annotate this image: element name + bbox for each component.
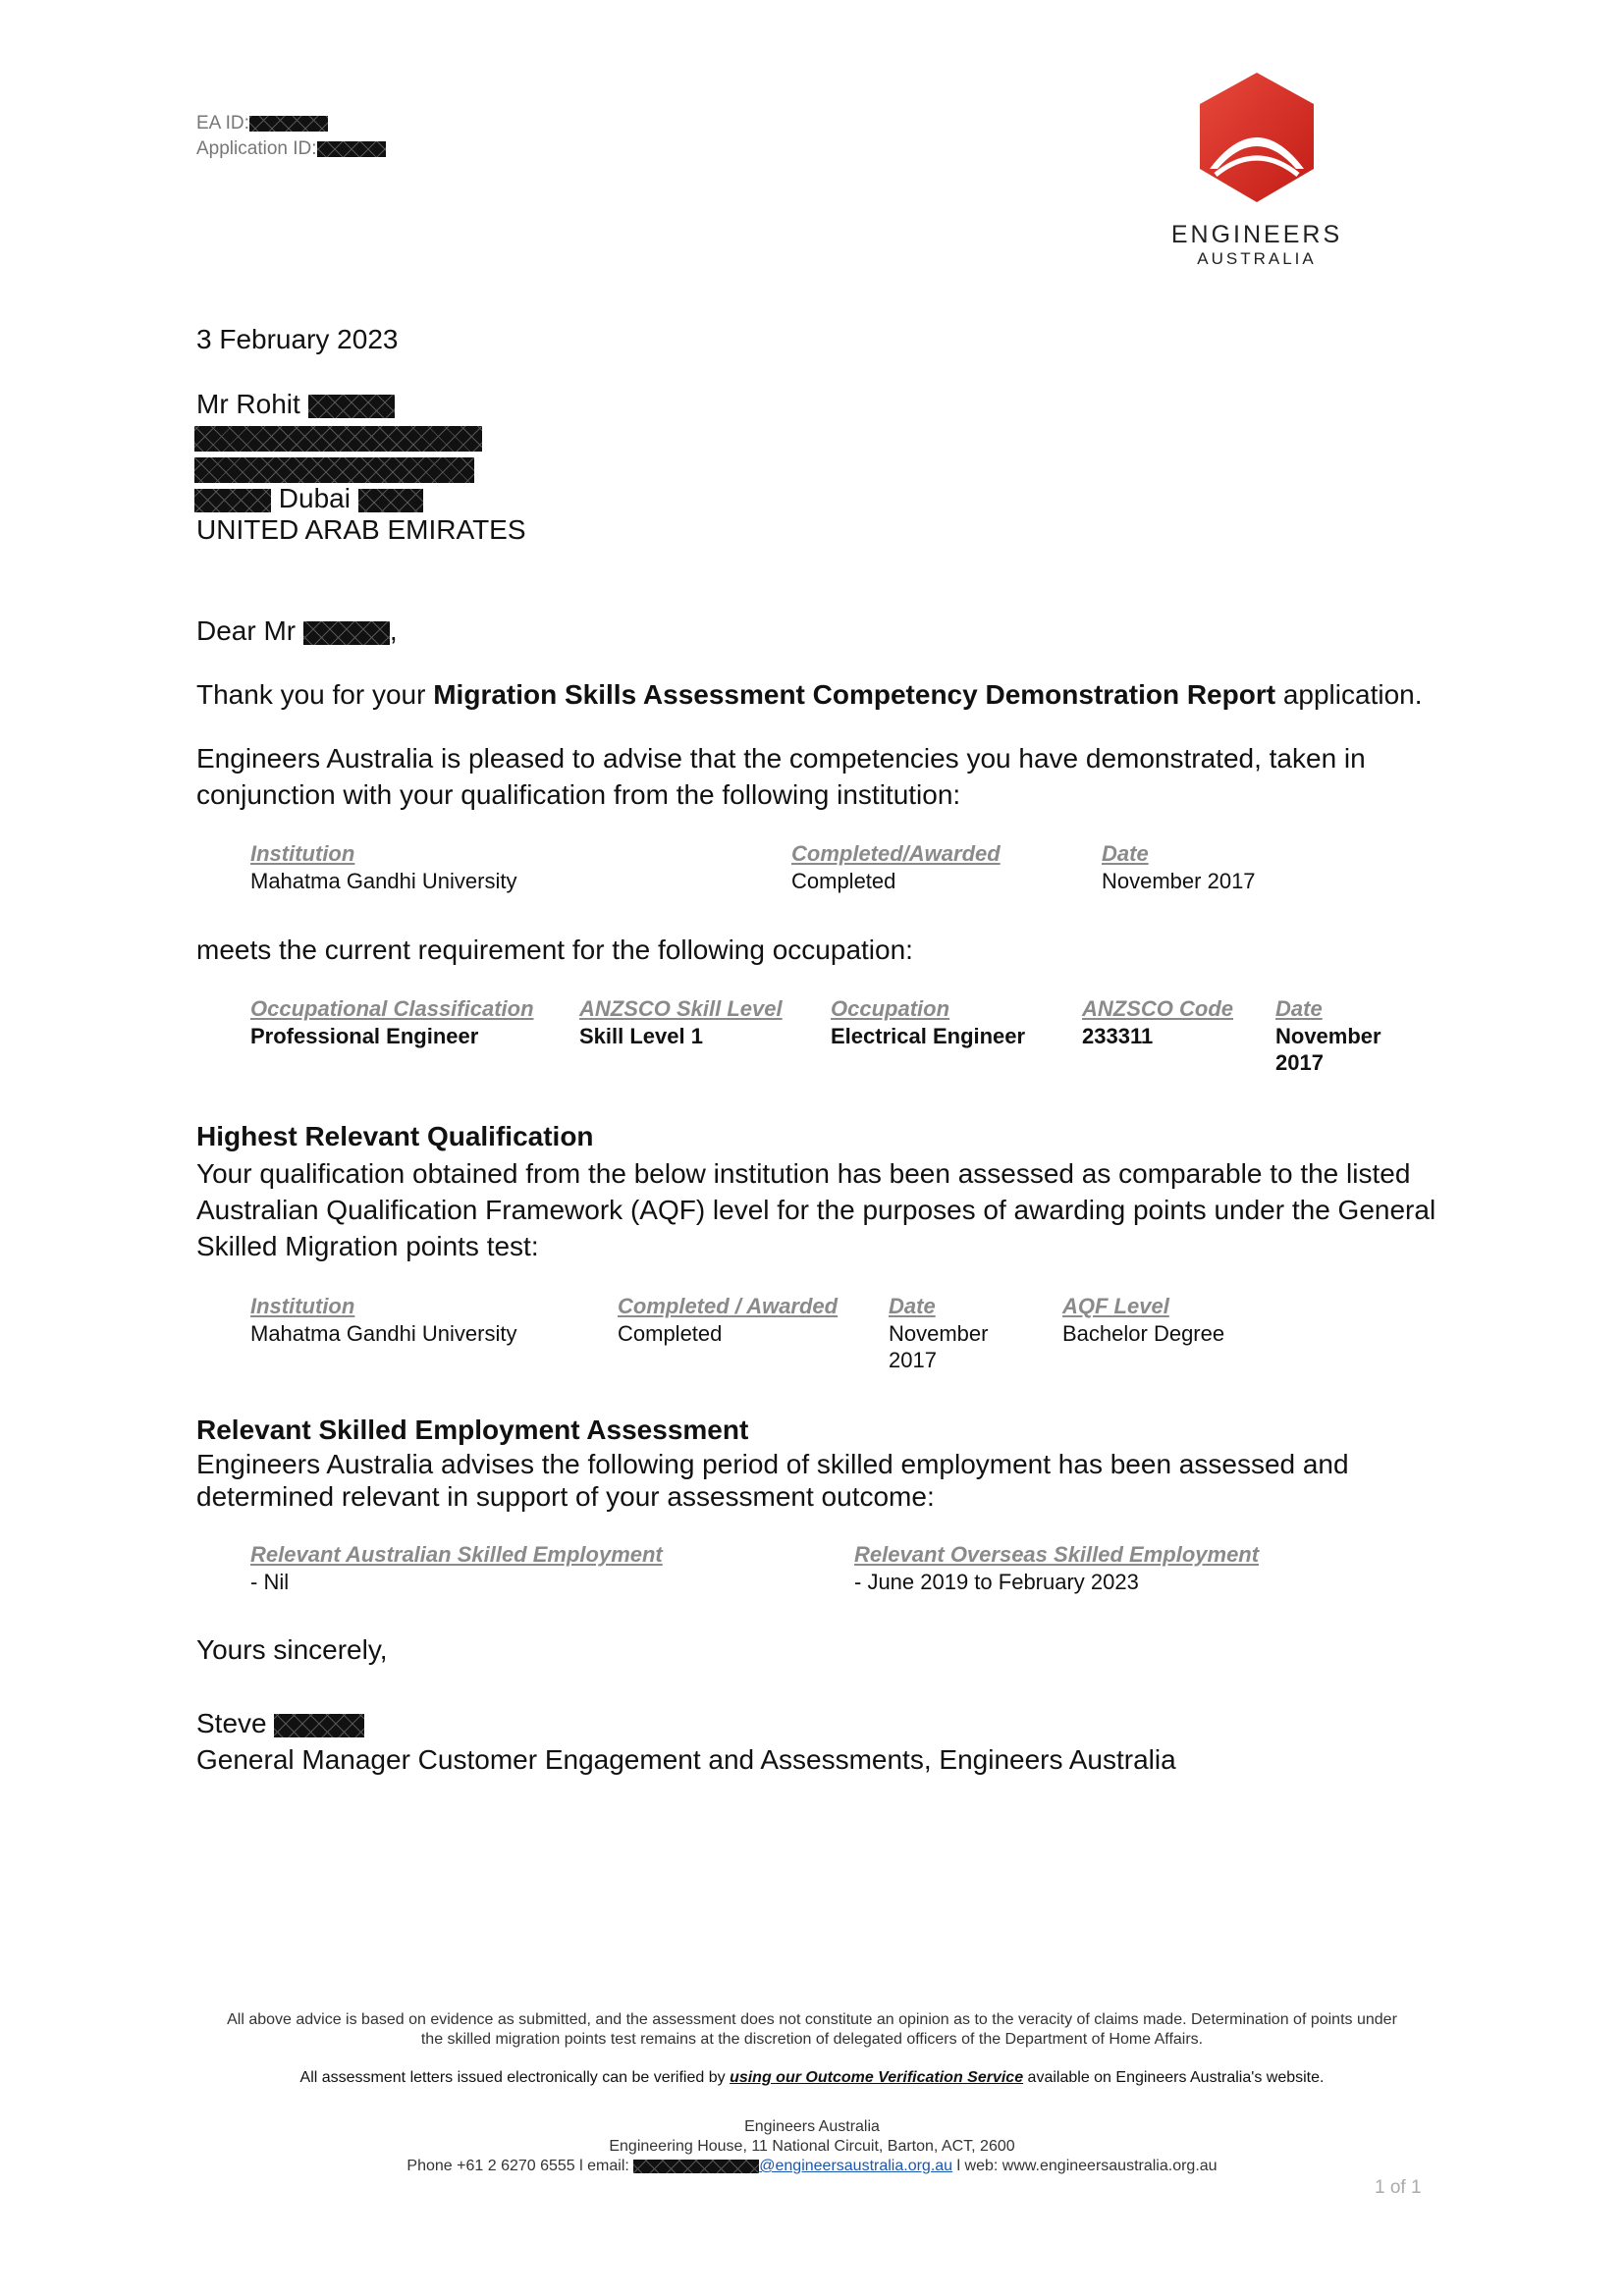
table-header: Institution [250, 1294, 355, 1318]
application-type: Migration Skills Assessment Competency Demonstration Report [433, 679, 1276, 710]
ea-id-line [196, 110, 328, 136]
institution-table [250, 841, 1429, 900]
table-header: Relevant Australian Skilled Employment [250, 1542, 663, 1567]
table-cell: Bachelor Degree [1062, 1321, 1225, 1346]
competency-paragraph: Engineers Australia is pleased to advise that the competencies you have demonstrated, taken in conjunction with your qualification from the following institution: [196, 743, 1366, 810]
meets-requirement-text: meets the current requirement for the following occupation: [196, 934, 913, 965]
intro-paragraph: Thank you for your Migration Skills Assessment Competency Demonstration Report application. [196, 679, 1423, 710]
footer-address: Engineering House, 11 National Circuit, Barton, ACT, 2600 [609, 2138, 1015, 2155]
table-cell: - June 2019 to February 2023 [854, 1570, 1139, 1594]
table-header: Date [1275, 996, 1323, 1021]
letter-date: 3 February 2023 [196, 324, 399, 354]
redacted-ea-id [249, 116, 328, 132]
hrq-heading: Highest Relevant Qualification [196, 1121, 594, 1151]
redacted-salutation-name [303, 621, 390, 645]
table-header: Occupation [831, 996, 950, 1021]
application-id-line [196, 135, 386, 162]
redacted-signatory-surname [274, 1714, 364, 1737]
footer-contact [147, 2117, 1477, 2176]
table-header: Completed / Awarded [618, 1294, 839, 1318]
signatory-first-name: Steve [196, 1708, 267, 1738]
table-header: Institution [250, 841, 355, 866]
recipient-city: Dubai [278, 483, 351, 513]
page-number: 1 of 1 [1375, 2177, 1422, 2198]
ea-id-label: EA ID: [196, 113, 249, 133]
redacted-email-user [633, 2160, 759, 2173]
table-header: ANZSCO Code [1082, 996, 1233, 1021]
redacted-address-line-1 [194, 426, 482, 452]
hexagon-logo-icon [1159, 67, 1355, 214]
table-cell: Completed [791, 869, 896, 893]
rse-heading: Relevant Skilled Employment Assessment [196, 1415, 749, 1445]
table-cell: November 2017 [1102, 869, 1256, 893]
rse-paragraph: Engineers Australia advises the following period of skilled employment has been assessed and determined relevant in support of your assessment outcome: [196, 1449, 1349, 1512]
recipient-country: UNITED ARAB EMIRATES [196, 514, 526, 545]
table-cell: Electrical Engineer [831, 1024, 1026, 1048]
redacted-application-id [317, 141, 386, 157]
recipient-name-line [196, 386, 395, 422]
table-header: Completed/Awarded [791, 841, 1001, 866]
table-header: AQF Level [1062, 1294, 1169, 1318]
recipient-name: Mr Rohit [196, 389, 300, 419]
table-header: ANZSCO Skill Level [579, 996, 783, 1021]
verification-service-link[interactable]: using our Outcome Verification Service [730, 2069, 1024, 2086]
table-cell: 233311 [1082, 1024, 1154, 1048]
table-cell: Mahatma Gandhi University [250, 869, 517, 893]
footer-phone-email-web: Phone +61 2 6270 6555 l email: @engineersaustralia.org.au l web: www.engineersaustralia.org.au [406, 2158, 1218, 2174]
logo-text-engineers: ENGINEERS [1170, 221, 1343, 248]
application-id-label: Application ID: [196, 138, 317, 159]
table-cell: Mahatma Gandhi University [250, 1321, 517, 1346]
footer-disclaimer: All above advice is based on evidence as submitted, and the assessment does not constitute an opinion as to the veracity of claims made. Determination of points under the skilled migration points test remains at the discretion of delegated officers of the Department of Home Affairs. [227, 2011, 1397, 2048]
salutation-text: Dear Mr [196, 615, 297, 646]
occupation-table [250, 996, 1429, 1085]
table-cell: November 2017 [889, 1321, 989, 1372]
table-cell: - Nil [250, 1570, 290, 1594]
logo-text-australia: AUSTRALIA [1197, 249, 1317, 268]
salutation: Dear Mr , [196, 615, 398, 646]
redacted-surname [308, 395, 395, 418]
engineers-australia-logo [1159, 67, 1355, 283]
table-cell: Professional Engineer [250, 1024, 479, 1048]
table-header: Relevant Overseas Skilled Employment [854, 1542, 1260, 1567]
table-header: Occupational Classification [250, 996, 534, 1021]
email-link[interactable]: @engineersaustralia.org.au [759, 2158, 953, 2174]
table-header: Date [1102, 841, 1149, 866]
hrq-paragraph: Your qualification obtained from the below institution has been assessed as comparable to the listed Australian Qualification Framework (AQF) level for the purposes of awarding points under the General Skilled Migration points test: [196, 1158, 1436, 1261]
closing: Yours sincerely, [196, 1634, 388, 1665]
signatory-name-line [196, 1705, 364, 1741]
aqf-table [250, 1294, 1429, 1382]
employment-table [250, 1542, 1429, 1601]
table-cell: November 2017 [1275, 1024, 1381, 1075]
table-header: Date [889, 1294, 936, 1318]
table-cell: Completed [618, 1321, 723, 1346]
footer-verification: All assessment letters issued electronically can be verified by using our Outcome Verification Service available on Engineers Australia's website. [299, 2069, 1325, 2086]
footer-org-name: Engineers Australia [744, 2118, 880, 2135]
signatory-title: General Manager Customer Engagement and Assessments, Engineers Australia [196, 1744, 1176, 1775]
table-cell: Skill Level 1 [579, 1024, 703, 1048]
